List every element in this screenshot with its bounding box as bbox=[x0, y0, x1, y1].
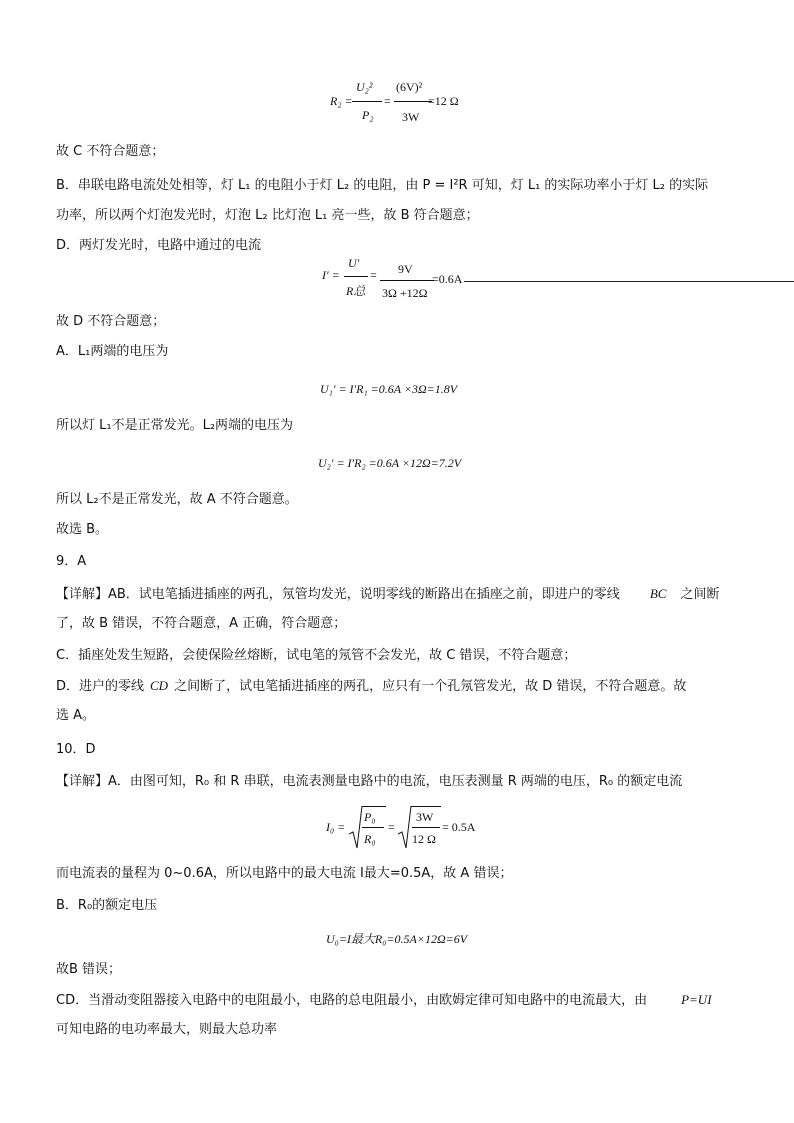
q10-line-5-a: CD．当滑动变阻器接入电路中的电阻最小，电路的总电阻最小，由欧姆定律可知电路中的电流最大，由 bbox=[56, 993, 648, 1008]
eq-r2-frac1-line bbox=[352, 101, 382, 102]
eq-r2-lhs: R₂ = bbox=[330, 94, 353, 108]
eq-i-eq: = bbox=[370, 268, 377, 282]
eq-i0-rad1-bar bbox=[362, 806, 386, 807]
equation-u2: U₂′ = I′R₂ =0.6A ×12Ω=7.2V bbox=[318, 456, 462, 470]
eq-i-den1: R总 bbox=[346, 284, 366, 298]
eq-i-frac2-line bbox=[380, 280, 434, 281]
horizontal-rule bbox=[464, 281, 794, 282]
q10-line-4: 故B 错误； bbox=[56, 962, 122, 977]
text-line-a: A．L₁两端的电压为 bbox=[56, 344, 169, 359]
radical-sign-1 bbox=[349, 806, 363, 850]
q9-line-5: 选 A。 bbox=[56, 708, 96, 723]
eq-r2-eq: = bbox=[384, 94, 391, 108]
text-line-a3: 所以 L₂不是正常发光，故 A 不符合题意。 bbox=[56, 492, 298, 507]
equation-u1: U₁′ = I′R₁ =0.6A ×3Ω=1.8V bbox=[320, 382, 458, 396]
eq-r2-result: =12 Ω bbox=[428, 94, 459, 108]
eq-i-result: =0.6A bbox=[432, 272, 463, 286]
eq-i0-rad2-bar bbox=[411, 806, 441, 807]
q10-line-5 bbox=[56, 990, 712, 1011]
eq-i0-num2: 3W bbox=[416, 810, 434, 824]
text-answer-8: 故选 B。 bbox=[56, 522, 109, 537]
q9-line-4 bbox=[56, 676, 686, 697]
eq-i-den2: 3Ω +12Ω bbox=[382, 286, 428, 300]
eq-i0-eq: = bbox=[388, 820, 395, 834]
eq-i0-frac2-line bbox=[412, 827, 440, 828]
q9-line-1-a: 【详解】AB．试电笔插进插座的两孔，氖管均发光，说明零线的断路出在插座之前，即进户的零线 bbox=[56, 587, 620, 602]
eq-r2-num2: (6V)² bbox=[396, 80, 423, 94]
text-line-c: 故 C 不符合题意； bbox=[56, 144, 165, 159]
q9-line-3: C．插座处发生短路，会使保险丝熔断，试电笔的氖管不会发光，故 C 错误，不符合题意； bbox=[56, 648, 577, 663]
eq-i0-den1: R₀ bbox=[364, 832, 376, 846]
eq-r2-den1: P₂ bbox=[362, 108, 374, 122]
text-line-b2: 功率，所以两个灯泡发光时，灯泡 L₂ 比灯泡 L₁ 亮一些，故 B 符合题意； bbox=[56, 208, 479, 223]
q10-line-1: 【详解】A．由图可知，R₀ 和 R 串联，电流表测量电路中的电流，电压表测量 R 两端的电压，R₀ 的额定电流 bbox=[56, 774, 683, 789]
q9-line-1-c: 之间断 bbox=[680, 587, 720, 602]
radical-sign-2 bbox=[398, 806, 412, 850]
q10-line-3: B．R₀的额定电压 bbox=[56, 898, 158, 913]
eq-i0-frac1-line bbox=[362, 827, 384, 828]
eq-r2-den2: 3W bbox=[402, 110, 420, 124]
text-line-a2: 所以灯 L₁不是正常发光。L₂两端的电压为 bbox=[56, 418, 294, 433]
eq-i-num2: 9V bbox=[398, 262, 413, 276]
question-9-answer: 9．A bbox=[56, 554, 87, 569]
text-line-d: D．两灯发光时，电路中通过的电流 bbox=[56, 238, 262, 253]
eq-i-frac1-line bbox=[344, 276, 368, 277]
eq-i0-num1: P₀ bbox=[364, 810, 376, 824]
question-10-answer: 10．D bbox=[56, 742, 96, 757]
q10-line-2: 而电流表的量程为 0~0.6A，所以电路中的最大电流 I最大=0.5A，故 A 错误； bbox=[56, 866, 513, 881]
eq-r2-num1: U₂² bbox=[356, 80, 373, 94]
eq-i-lhs: I′ = bbox=[322, 268, 340, 282]
q10-line-5-b: P=UI bbox=[681, 992, 712, 1007]
q9-line-2: 了，故 B 错误，不符合题意，A 正确，符合题意； bbox=[56, 616, 347, 631]
q10-line-6: 可知电路的电功率最大，则最大总功率 bbox=[56, 1022, 278, 1037]
q9-line-4-a: D．进户的零线 bbox=[56, 679, 145, 694]
eq-r2-frac2-line bbox=[394, 101, 432, 102]
text-line-b1: B．串联电路电流处处相等，灯 L₁ 的电阻小于灯 L₂ 的电阻，由 P = I²R 可知，灯 L₁ 的实际功率小于灯 L₂ 的实际 bbox=[56, 178, 709, 193]
q9-line-4-b: CD bbox=[150, 678, 169, 693]
q9-line-4-c: 之间断了，试电笔插进插座的两孔，应只有一个孔氖管发光，故 D 错误，不符合题意。故 bbox=[174, 679, 687, 694]
eq-i0-den2: 12 Ω bbox=[412, 832, 436, 846]
eq-i0-result: = 0.5A bbox=[442, 820, 476, 834]
equation-u0: U₀=I最大R₀=0.5A×12Ω=6V bbox=[326, 932, 468, 946]
q9-line-1 bbox=[56, 584, 719, 605]
q9-line-1-b: BC bbox=[649, 586, 667, 601]
eq-i0-lhs: I₀ = bbox=[326, 820, 346, 834]
text-line-d2: 故 D 不符合题意； bbox=[56, 314, 166, 329]
eq-i-num1: U′ bbox=[348, 256, 360, 270]
